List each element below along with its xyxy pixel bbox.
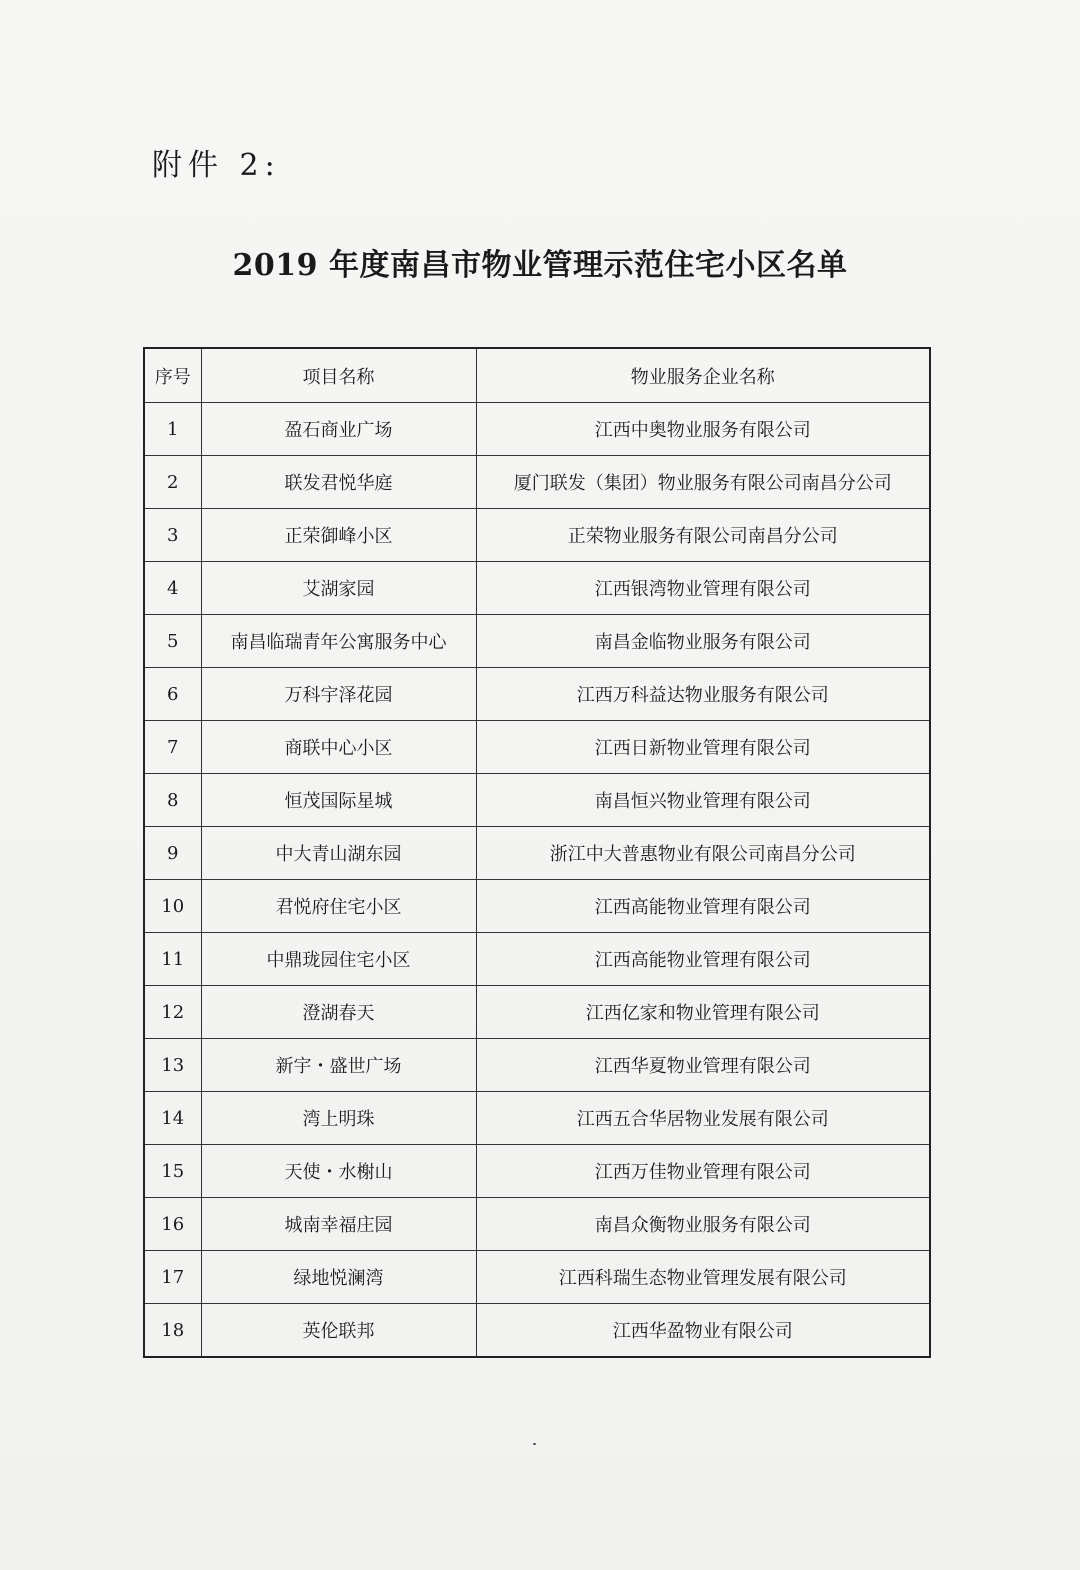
table-row bbox=[144, 1039, 930, 1092]
cell-project-name: 正荣御峰小区 bbox=[201, 509, 476, 562]
cell-project-name: 天使・水榭山 bbox=[201, 1145, 476, 1198]
table-row bbox=[144, 1304, 930, 1358]
cell-company-name: 江西高能物业管理有限公司 bbox=[476, 933, 930, 986]
header-project-name: 项目名称 bbox=[201, 348, 476, 403]
cell-project-name: 恒茂国际星城 bbox=[201, 774, 476, 827]
cell-serial-number: 18 bbox=[144, 1304, 201, 1358]
cell-project-name: 南昌临瑞青年公寓服务中心 bbox=[201, 615, 476, 668]
cell-project-name: 万科宇泽花园 bbox=[201, 668, 476, 721]
cell-project-name: 新宇・盛世广场 bbox=[201, 1039, 476, 1092]
cell-project-name: 艾湖家园 bbox=[201, 562, 476, 615]
table-header-row bbox=[144, 348, 930, 403]
cell-serial-number: 3 bbox=[144, 509, 201, 562]
cell-serial-number: 12 bbox=[144, 986, 201, 1039]
cell-serial-number: 8 bbox=[144, 774, 201, 827]
cell-company-name: 江西华夏物业管理有限公司 bbox=[476, 1039, 930, 1092]
document-title: 2019 年度南昌市物业管理示范住宅小区名单 bbox=[232, 248, 848, 283]
table-row bbox=[144, 1092, 930, 1145]
cell-company-name: 江西华盈物业有限公司 bbox=[476, 1304, 930, 1358]
cell-project-name: 绿地悦澜湾 bbox=[201, 1251, 476, 1304]
cell-serial-number: 10 bbox=[144, 880, 201, 933]
cell-serial-number: 5 bbox=[144, 615, 201, 668]
table-row bbox=[144, 880, 930, 933]
cell-serial-number: 1 bbox=[144, 403, 201, 456]
table-row bbox=[144, 1198, 930, 1251]
cell-project-name: 盈石商业广场 bbox=[201, 403, 476, 456]
model-community-table bbox=[143, 347, 931, 1358]
cell-serial-number: 11 bbox=[144, 933, 201, 986]
cell-project-name: 英伦联邦 bbox=[201, 1304, 476, 1358]
cell-serial-number: 9 bbox=[144, 827, 201, 880]
table-row bbox=[144, 774, 930, 827]
cell-project-name: 君悦府住宅小区 bbox=[201, 880, 476, 933]
table-row bbox=[144, 668, 930, 721]
table-row bbox=[144, 721, 930, 774]
table-row bbox=[144, 827, 930, 880]
cell-serial-number: 16 bbox=[144, 1198, 201, 1251]
cell-serial-number: 14 bbox=[144, 1092, 201, 1145]
cell-serial-number: 7 bbox=[144, 721, 201, 774]
cell-project-name: 中大青山湖东园 bbox=[201, 827, 476, 880]
cell-company-name: 江西五合华居物业发展有限公司 bbox=[476, 1092, 930, 1145]
cell-serial-number: 13 bbox=[144, 1039, 201, 1092]
cell-project-name: 城南幸福庄园 bbox=[201, 1198, 476, 1251]
cell-serial-number: 6 bbox=[144, 668, 201, 721]
cell-company-name: 江西万科益达物业服务有限公司 bbox=[476, 668, 930, 721]
cell-serial-number: 2 bbox=[144, 456, 201, 509]
cell-company-name: 正荣物业服务有限公司南昌分公司 bbox=[476, 509, 930, 562]
table-row bbox=[144, 986, 930, 1039]
cell-company-name: 江西高能物业管理有限公司 bbox=[476, 880, 930, 933]
cell-serial-number: 4 bbox=[144, 562, 201, 615]
attachment-label: 附件 2: bbox=[152, 148, 281, 183]
cell-project-name: 中鼎珑园住宅小区 bbox=[201, 933, 476, 986]
cell-company-name: 江西中奥物业服务有限公司 bbox=[476, 403, 930, 456]
table-row bbox=[144, 1251, 930, 1304]
cell-project-name: 商联中心小区 bbox=[201, 721, 476, 774]
cell-project-name: 湾上明珠 bbox=[201, 1092, 476, 1145]
table-row bbox=[144, 509, 930, 562]
table-row bbox=[144, 615, 930, 668]
header-company-name: 物业服务企业名称 bbox=[476, 348, 930, 403]
cell-serial-number: 15 bbox=[144, 1145, 201, 1198]
cell-serial-number: 17 bbox=[144, 1251, 201, 1304]
cell-company-name: 江西日新物业管理有限公司 bbox=[476, 721, 930, 774]
cell-company-name: 南昌众衡物业服务有限公司 bbox=[476, 1198, 930, 1251]
table-row bbox=[144, 403, 930, 456]
cell-company-name: 江西亿家和物业管理有限公司 bbox=[476, 986, 930, 1039]
table-row bbox=[144, 562, 930, 615]
table-body bbox=[144, 403, 930, 1358]
table-row bbox=[144, 456, 930, 509]
cell-company-name: 南昌金临物业服务有限公司 bbox=[476, 615, 930, 668]
cell-company-name: 江西科瑞生态物业管理发展有限公司 bbox=[476, 1251, 930, 1304]
table-row bbox=[144, 1145, 930, 1198]
scan-speck bbox=[533, 1443, 536, 1445]
header-serial-number: 序号 bbox=[144, 348, 201, 403]
cell-company-name: 江西银湾物业管理有限公司 bbox=[476, 562, 930, 615]
cell-company-name: 厦门联发（集团）物业服务有限公司南昌分公司 bbox=[476, 456, 930, 509]
cell-company-name: 浙江中大普惠物业有限公司南昌分公司 bbox=[476, 827, 930, 880]
cell-project-name: 联发君悦华庭 bbox=[201, 456, 476, 509]
cell-project-name: 澄湖春天 bbox=[201, 986, 476, 1039]
cell-company-name: 江西万佳物业管理有限公司 bbox=[476, 1145, 930, 1198]
cell-company-name: 南昌恒兴物业管理有限公司 bbox=[476, 774, 930, 827]
table-row bbox=[144, 933, 930, 986]
